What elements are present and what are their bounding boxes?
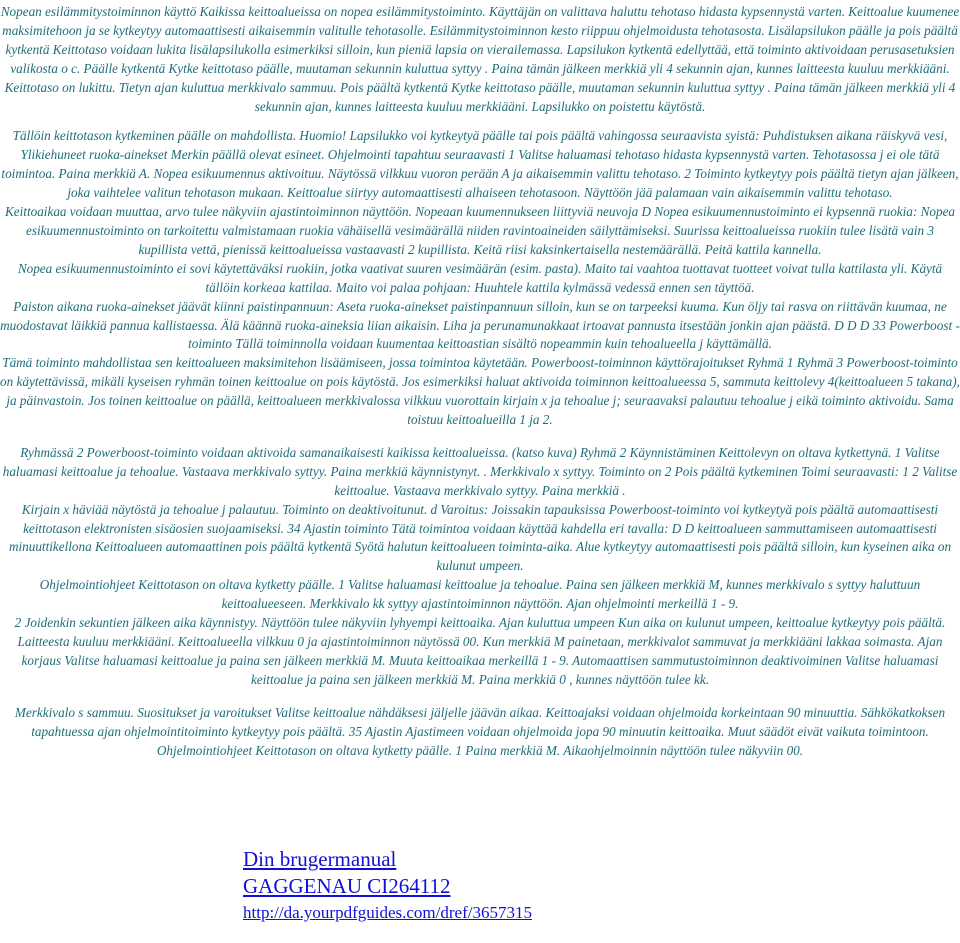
footer-links <box>243 846 532 926</box>
paragraph-spacer <box>0 116 960 127</box>
paragraph-frying-powerboost: Paiston aikana ruoka-ainekset jäävät kiinni paistinpannuun: Aseta ruoka-ainekset paistinpannuun silloin, kun se on tarpeeksi kuuma. Kun öljy tai rasva on riittävän kuumaa, ne muodostavat läikkiä pannua kallistaessa. Älä käännä ruoka-aineksia liian aikaisin. Liha ja perunamunakkaat irtoavat pannusta itsestään jonkin ajan päästä. D D D 33 Powerboost -toiminto Tällä toiminnolla voidaan kuumentaa keittoastian sisältö nopeammin kuin tehoalueella j käyttämällä. <box>0 298 960 352</box>
paragraph-cooking-time-tips: Keittoaikaa voidaan muuttaa, arvo tulee näkyviin ajastintoiminnon näyttöön. Nopeaan kuumennukseen liittyviä neuvoja D Nopea esikuumennustoiminto ei kypsennä ruokia: Nopea esikuumennustoiminto on tarkoitettu valmistamaan ruokia vähäisellä vesimäärällä niiden ravintoaineiden säilyttämiseksi. Suurissa keittoalueissa ruokiin tulee lisätä vain 3 kupillista vettä, pienissä keittoalueissa vastaavasti 2 kupillista. Keitä riisi kaksinkertaisella nestemäärällä. Peitä kattila kannella. <box>4 204 956 257</box>
product-name-link[interactable]: GAGGENAU CI264112 <box>243 874 451 898</box>
paragraph-quick-preheat: Nopean esilämmitystoiminnon käyttö Kaikissa keittoalueissa on nopea esilämmitystoiminto. Käyttäjän on valittava haluttu tehotaso hidasta kypsennystä varten. Keittoalue kuumenee maksimitehoon ja se kytkeytyy automaattisesti aikaisemmin valitulle tehotasolle. Esilämmitystoiminnon kesto riippuu ohjelmoidusta tehotasosta. Lisälapsilukon päälle ja pois päältä kytkentä Keittotaso voidaan lukita lisälapsilukolla esimerkiksi silloin, kun pieniä lapsia on vierailemassa. Lapsilukon kytkentä edellyttää, että toiminto aktivoidaan perusasetuksien valikosta o c. Päälle kytkentä Kytke keittotaso päälle, muutaman sekunnin kuluttua syttyy . Paina tämän jälkeen merkkiä yli 4 sekunnin ajan, kunnes laitteesta kuuluu merkkiääni. Keittotaso on lukittu. Tietyn ajan kuluttua merkkivalo sammuu. Pois päältä kytkentä Kytke keittotaso päälle, muutaman sekunnin kuluttua syttyy . Paina tämän jälkeen merkkiä yli 4 sekunnin ajan, kunnes laitteesta kuuluu merkkiääni. Lapsilukko on poistettu käytöstä. <box>0 4 960 114</box>
paragraph-spacer <box>0 690 960 704</box>
paragraph-programming-instructions: Ohjelmointiohjeet Keittotason on oltava kytketty päälle. 1 Valitse haluamasi keittoalue ja tehoalue. Paina sen jälkeen merkkiä M, kunnes merkkivalo s syttyy haluttuun keittoalueeseen. Merkkivalo kk syttyy ajastintoiminnon näyttöön. Ajan ohjelmointi merkeillä 1 - 9. <box>39 577 921 612</box>
manual-title-link[interactable]: Din brugermanual <box>243 847 397 871</box>
paragraph-recommendations: Merkkivalo s sammuu. Suositukset ja varoitukset Valitse keittoalue nähdäksesi jäljelle jäävän aikaa. Keittoajaksi voidaan ohjelmoida korkeintaan 90 minuuttia. Sähkökatkoksen tapahtuessa ajan ohjelmointitoiminto kytkeytyy pois päältä. 35 Ajastin Ajastimeen voidaan ohjelmoida jopa 90 minuutin keittoaika. Muut säädöt eivät vaikuta toimintoon. Ohjelmointiohjeet Keittotason on oltava kytketty päälle. 1 Paina merkkiä M. Aikaohjelmoinnin näyttöön tulee näkyviin 00. <box>14 704 946 758</box>
paragraph-spacer <box>0 430 960 444</box>
paragraph-timer-elapsed: 2 Joidenkin sekuntien jälkeen aika käynnistyy. Näyttöön tulee näkyviin lyhyempi keittoaika. Ajan kuluttua umpeen Kun aika on kulunut umpeen, keittoalue kytkeytyy pois päältä. Laitteesta kuuluu merkkiääni. Keittoalueella vilkkuu 0 ja ajastintoiminnon näytössä 00. Kun merkkiä M painetaan, merkkivalot sammuvat ja merkkiääni lakkaa soimasta. Ajan korjaus Valitse haluamasi keittoalue ja paina sen jälkeen merkkiä M. Muuta keittoaikaa merkeillä 1 - 9. Automaattisen sammutustoiminnon deaktivoiminen Valitse haluamasi keittoalue ja paina sen jälkeen merkkiä M. Paina merkkiä 0 , kunnes näyttöön tulee kk. <box>14 615 946 687</box>
paragraph-powerboost-limits: Tämä toiminto mahdollistaa sen keittoalueen maksimitehon lisäämiseen, jossa toimintoa käytetään. Powerboost-toiminnon käyttörajoitukset Ryhmä 1 Ryhmä 3 Powerboost-toiminto on käytettävissä, mikäli kyseisen ryhmän toinen keittoalue on pois käytöstä. Jos esimerkiksi haluat aktivoida toiminnon keittoalueessa 5, sammuta keittolevy 4(keittoalueen 5 takana), ja päinvastoin. Jos toinen keittoalue on päällä, keittoalueen merkkivalossa vilkkuu vuorottain kirjain x ja tehoalue j; seuraavaksi palautuu tehoalue j eikä toiminto aktivoidu. Sama toistuu keittoalueilla 1 ja 2. <box>0 355 960 428</box>
paragraph-group2-powerboost: Ryhmässä 2 Powerboost-toiminto voidaan aktivoida samanaikaisesti kaikissa keittoalueissa. (katso kuva) Ryhmä 2 Käynnistäminen Keittolevyn on oltava kytkettynä. 1 Valitse haluamasi keittoalue ja tehoalue. Vastaava merkkivalo syttyy. Paina merkkiä käynnistynyt. . Merkkivalo x syttyy. Toiminto on 2 Pois päältä kytkeminen Toimi seuraavasti: 1 2 Valitse keittoalue. Vastaava merkkivalo syttyy. Paina merkkiä . <box>2 444 958 498</box>
paragraph-timer-function: Kirjain x häviää näytöstä ja tehoalue j palautuu. Toiminto on deaktivoitunut. d Varoitus: Joissakin tapauksissa Powerboost-toiminto voi kytkeytyä pois päältä automaattisesti keittotason elektronisten sisäosien suojaamiseksi. 34 Ajastin toiminto Tätä toimintoa voidaan käyttää kahdella eri tavalla: D D keittoalueen sammuttamiseen automaattisesti minuuttikellona Keittoalueen automaattinen pois päältä kytkentä Syötä halutun keittoalueen toiminta-aika. Alue kytkeytyy automaattisesti pois päältä silloin, kun kyseinen aika on kulunut umpeen. <box>8 501 952 574</box>
paragraph-pasta-milk-tips: Nopea esikuumennustoiminto ei sovi käytettäväksi ruokiin, jotka vaativat suuren vesimäärän (esim. pasta). Maito tai vaahtoa tuottavat tuotteet voivat tulla kattilasta yli. Käytä tällöin korkeaa kattilaa. Maito voi palaa pohjaan: Huuhtele kattila kylmässä vedessä ennen sen täyttöä. <box>17 260 943 295</box>
paragraph-child-lock-warning: Tällöin keittotason kytkeminen päälle on mahdollista. Huomio! Lapsilukko voi kytkeytyä päälle tai pois päältä vahingossa seuraavista syistä: Puhdistuksen aikana räiskyvä vesi, Ylikiehuneet ruoka-ainekset Merkin päällä olevat esineet. Ohjelmointi tapahtuu seuraavasti 1 Valitse haluamasi tehotaso hidasta kypsennystä varten. Tehotasossa j ei ole tätä toimintoa. Paina merkkiä A. Nopea esikuumennus aktivoituu. Näytössä vilkkuu vuoron perään A ja aikaisemmin valittu tehotaso. 2 Toiminto kytkeytyy pois päältä tietyn ajan jälkeen, joka vaihtelee valitun tehotason mukaan. Keittoalue siirtyy automaattisesti alhaiseen tehotasoon. Näyttöön jää palamaan vain aikaisemmin valittu tehotaso. <box>1 128 959 201</box>
manual-url-link[interactable]: http://da.yourpdfguides.com/dref/3657315 <box>243 903 532 922</box>
